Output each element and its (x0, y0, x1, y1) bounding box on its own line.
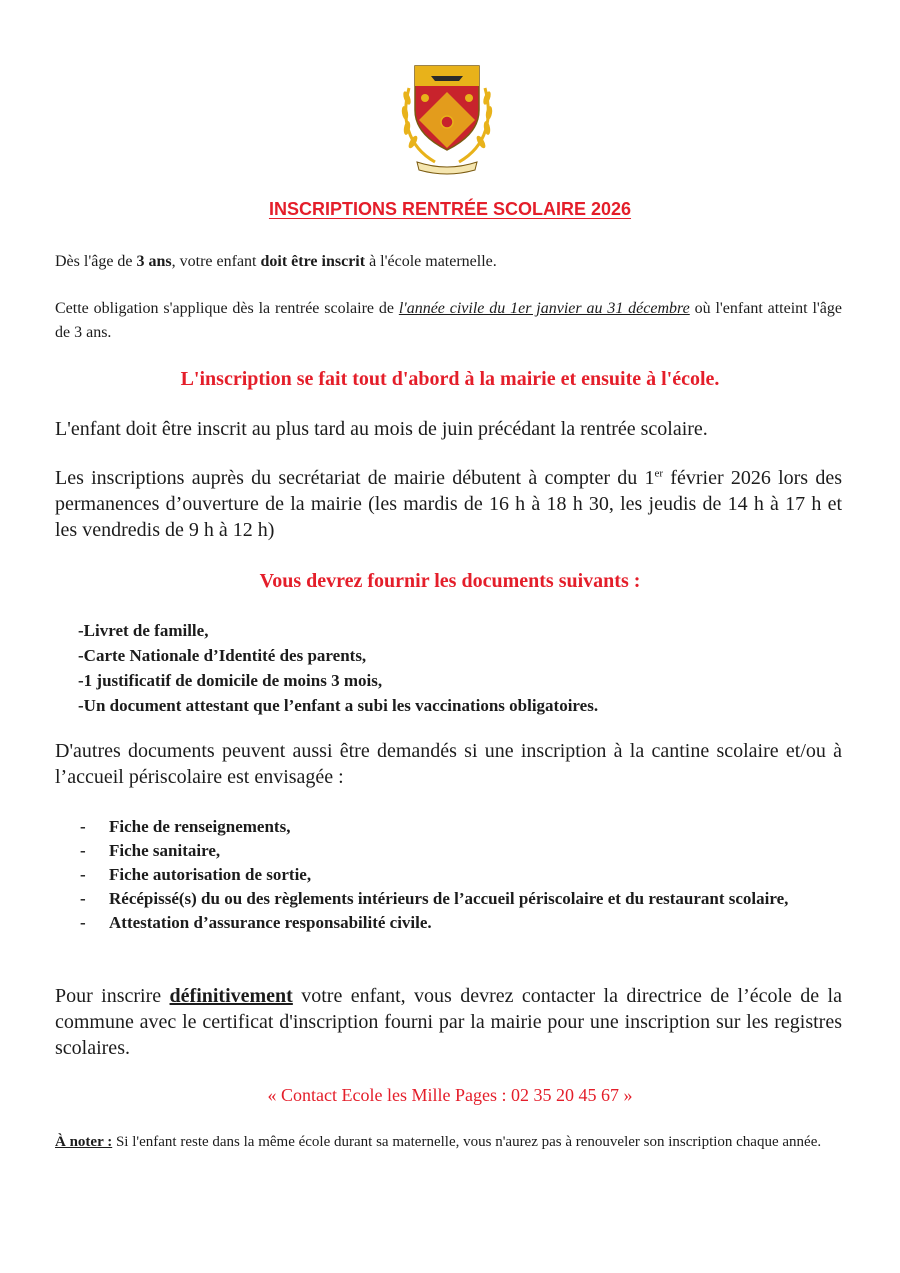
text-fragment: Dès l'âge de (55, 253, 137, 270)
list-item (80, 887, 842, 911)
text-fragment: Les inscriptions auprès du secrétariat de mairie débutent à compter du 1 (55, 467, 655, 489)
list-item: -1 justificatif de domicile de moins 3 mois, (78, 671, 383, 690)
note-label: À noter : (55, 1134, 113, 1150)
text-fragment: Pour inscrire (55, 985, 170, 1007)
list-item-text: Fiche autorisation de sortie, (109, 865, 312, 884)
list-item: -Un document attestant que l’enfant a subi les vaccinations obligatoires. (78, 696, 599, 715)
required-documents-list (78, 618, 798, 718)
list-item-text: Fiche sanitaire, (109, 841, 221, 860)
civil-year-emphasis: l'année civile du 1er janvier au 31 décembre (398, 300, 690, 317)
list-item (80, 911, 842, 935)
intro-age-paragraph (55, 250, 842, 274)
extra-documents-paragraph: D'autres documents peuvent aussi être demandés si une inscription à la cantine scolaire et/ou à l’accueil périscolaire est envisagée : (55, 740, 842, 788)
text-fragment: à l'école maternelle. (365, 253, 497, 270)
text-fragment: votre enfant, vous devrez contacter la directrice de l’école de la commune avec le certificat d'inscription fourni par la mairie pour une inscription sur les registres scolaires. (55, 985, 842, 1059)
heading-documents: Vous devrez fournir les documents suivants : (259, 570, 641, 592)
definitively-emphasis: définitivement (169, 985, 293, 1007)
bullet-dash: - (80, 841, 86, 860)
note-paragraph (55, 1131, 842, 1153)
list-item-text: Récépissé(s) du ou des règlements intérieurs de l’accueil périscolaire et du restaurant scolaire, (109, 889, 789, 908)
text-fragment: Cette obligation s'applique dès la rentrée scolaire de (55, 300, 399, 317)
page-title: INSCRIPTIONS RENTRÉE SCOLAIRE 2026 (268, 199, 632, 219)
heading-mairie: L'inscription se fait tout d'abord à la mairie et ensuite à l'école. (180, 368, 720, 390)
bullet-dash: - (80, 913, 86, 932)
list-item: -Carte Nationale d’Identité des parents, (78, 646, 367, 665)
text-fragment: où l'enfant atteint l'âge de 3 ans. (55, 300, 843, 341)
list-item (80, 839, 842, 863)
list-item-text: Fiche de renseignements, (109, 817, 291, 836)
list-item (80, 815, 842, 839)
coat-of-arms-icon (395, 58, 499, 176)
permanences-paragraph (55, 465, 842, 543)
final-registration-paragraph (55, 983, 842, 1061)
school-contact: « Contact Ecole les Mille Pages : 02 35 20 45 67 » (267, 1085, 633, 1105)
ordinal-suffix: er (654, 467, 664, 480)
bullet-dash: - (80, 865, 86, 884)
extra-documents-list (80, 815, 842, 935)
age-emphasis: 3 ans (136, 253, 172, 270)
text-fragment: , votre enfant (171, 253, 261, 270)
list-item (80, 863, 842, 887)
intro-obligation-paragraph (55, 297, 842, 345)
list-item: -Livret de famille, (78, 621, 209, 640)
list-item-text: Attestation d’assurance responsabilité civile. (109, 913, 432, 932)
bullet-dash: - (80, 889, 86, 908)
note-text: Si l'enfant reste dans la même école durant sa maternelle, vous n'aurez pas à renouveler son inscription chaque année. (112, 1134, 822, 1150)
obligation-emphasis: doit être inscrit (260, 253, 366, 270)
bullet-dash: - (80, 817, 86, 836)
text-fragment: février 2026 lors des permanences d’ouverture de la mairie (les mardis de 16 h à 18 h 30, les jeudis de 14 h à 17 h et les vendredis de 9 h à 12 h) (55, 467, 843, 541)
deadline-paragraph: L'enfant doit être inscrit au plus tard au mois de juin précédant la rentrée scolaire. (55, 418, 708, 440)
